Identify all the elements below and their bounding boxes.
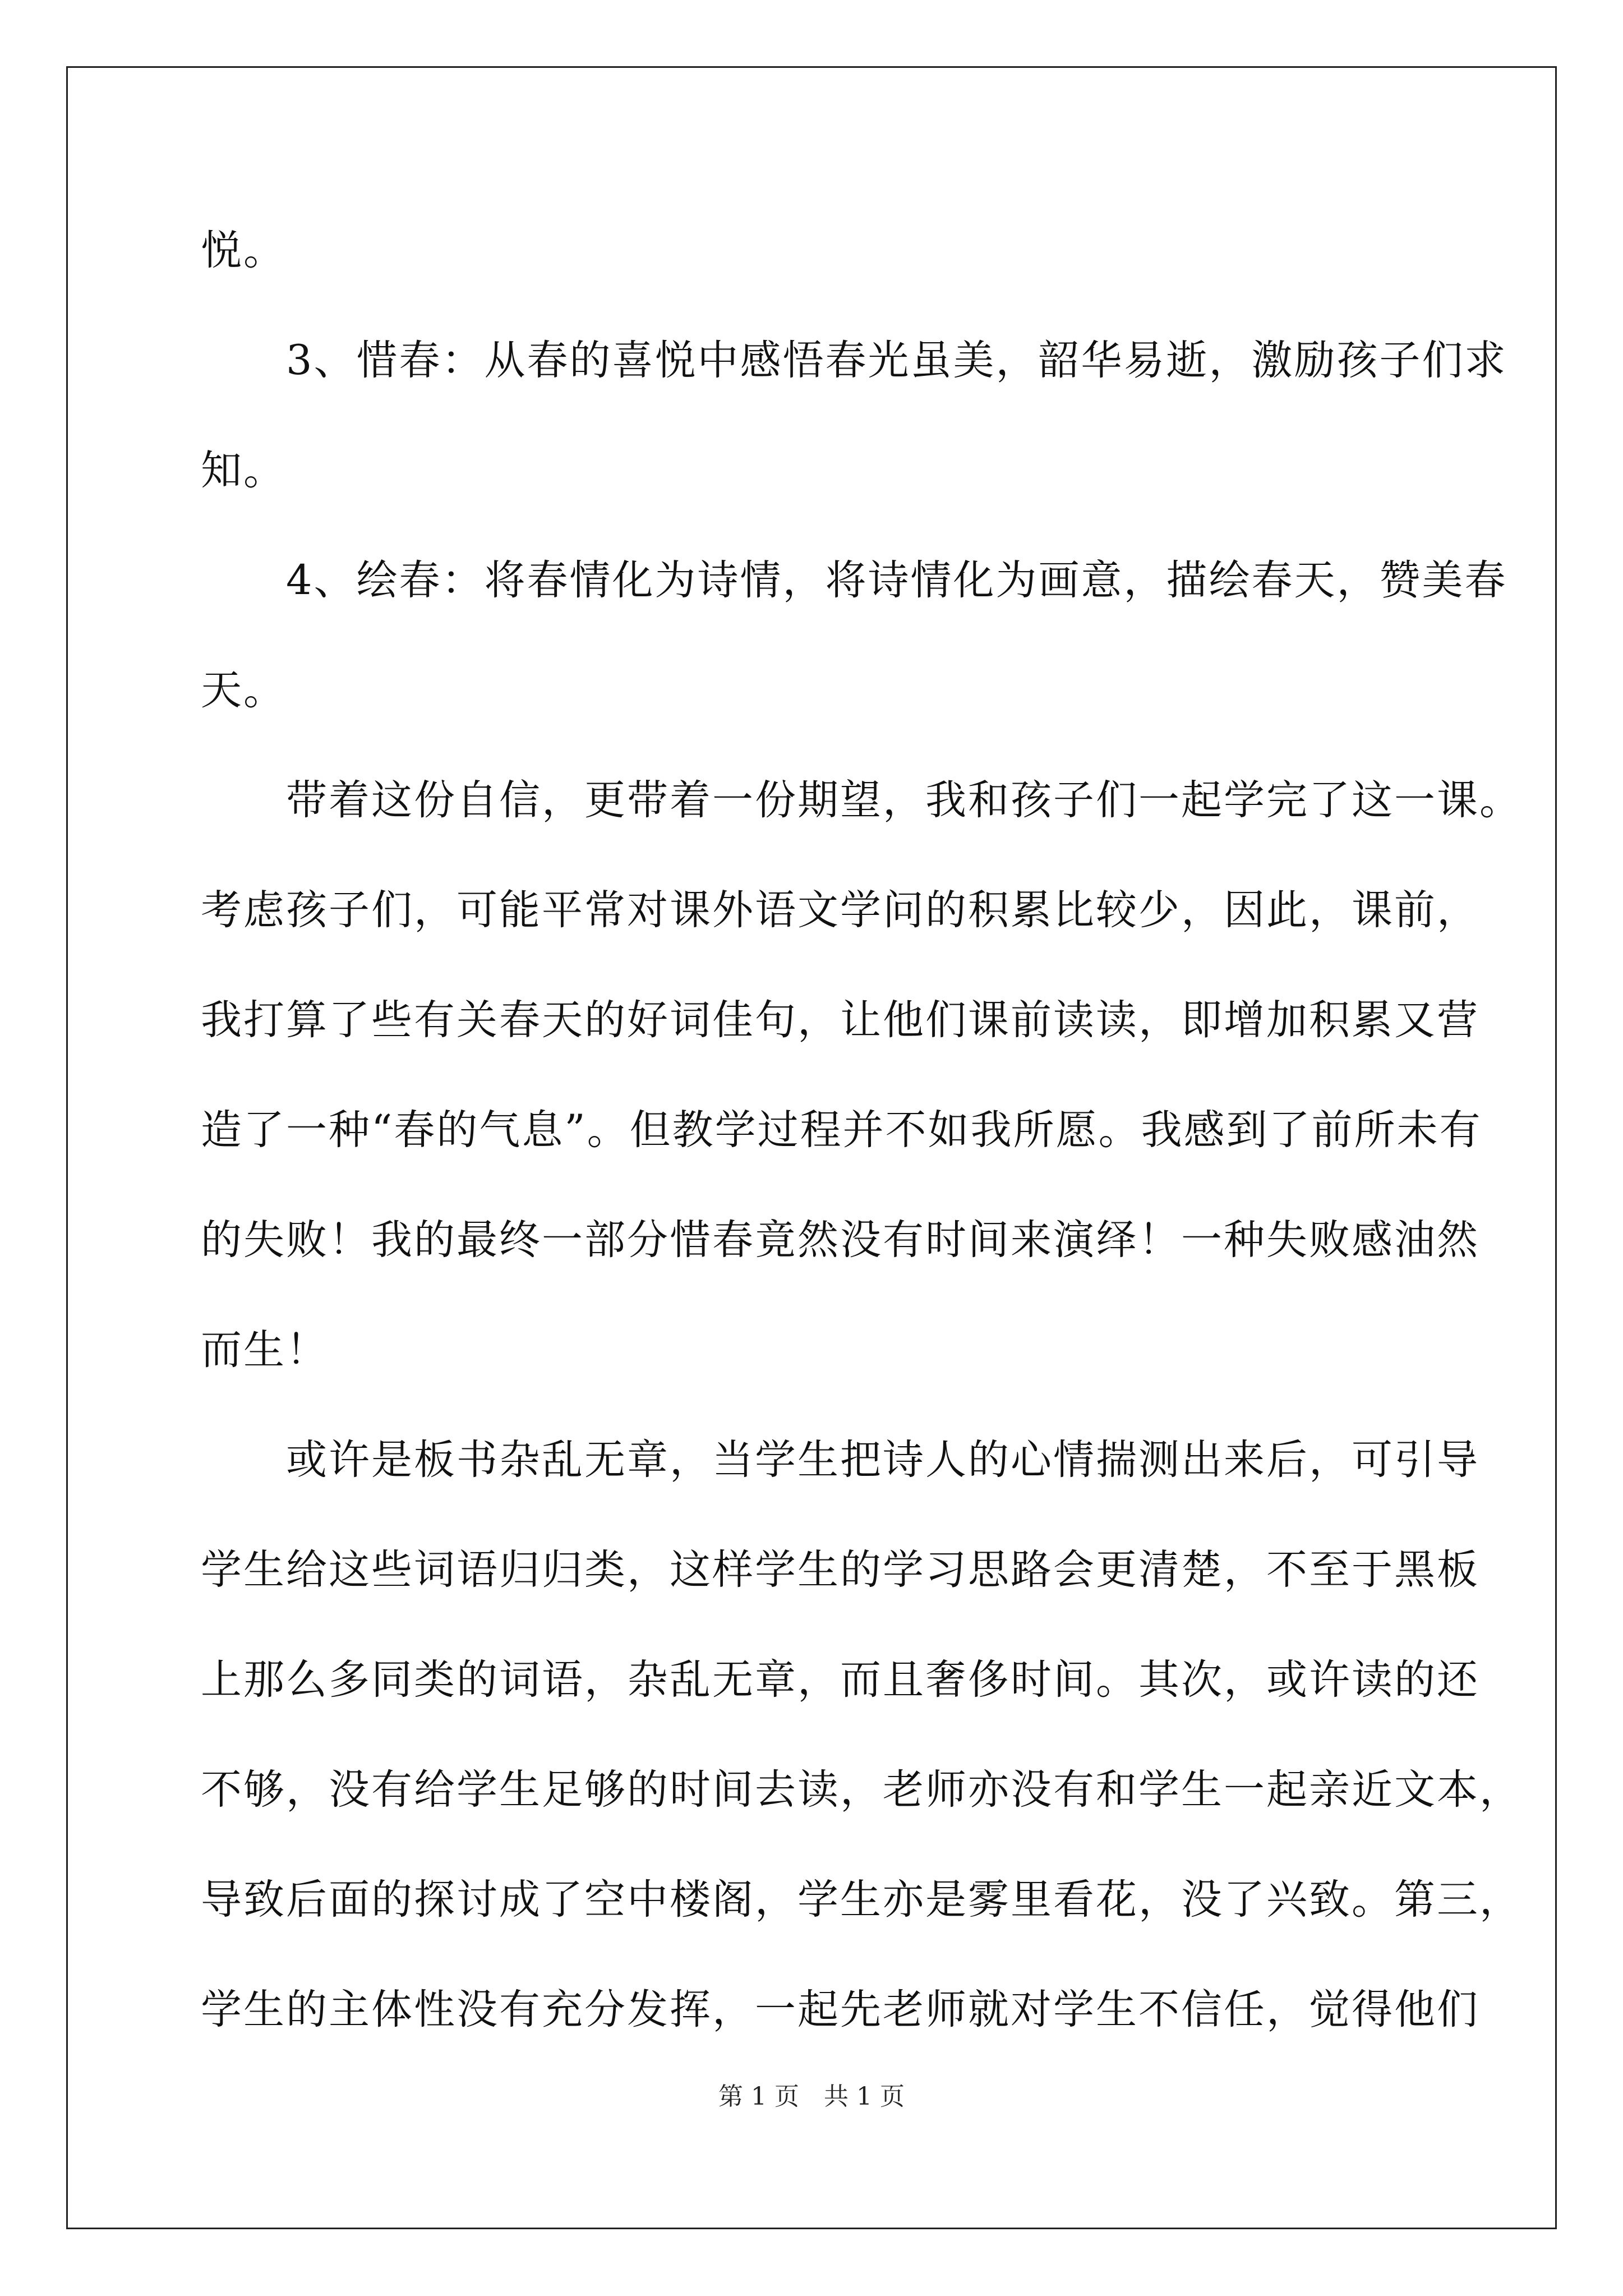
text-line: 带着这份自信，更带着一份期望，我和孩子们一起学完了这一课。	[201, 776, 1522, 824]
text-line: 学生给这些词语归归类，这样学生的学习思路会更清楚，不至于黑板	[201, 1546, 1479, 1594]
text-line: 3、惜春：从春的喜悦中感悟春光虽美，韶华易逝，激励孩子们求	[201, 337, 1507, 384]
text-line: 而生！	[201, 1326, 329, 1374]
text-line: 悦。	[201, 227, 286, 274]
text-line: 4、绘春：将春情化为诗情，将诗情化为画意，描绘春天，赞美春	[201, 556, 1507, 604]
text-line: 学生的主体性没有充分发挥，一起先老师就对学生不信任，觉得他们	[201, 1986, 1479, 2033]
text-line: 导致后面的探讨成了空中楼阁，学生亦是雾里看花，没了兴致。第三，	[201, 1876, 1522, 1924]
text-line: 我打算了些有关春天的好词佳句，让他们课前读读，即增加积累又营	[201, 996, 1479, 1044]
text-line: 的失败！我的最终一部分惜春竟然没有时间来演绎！一种失败感油然	[201, 1216, 1479, 1264]
page-footer: 第 1 页 共 1 页	[718, 2082, 905, 2111]
text-line: 造了一种“春的气息”。但教学过程并不如我所愿。我感到了前所未有	[201, 1106, 1482, 1154]
text-line: 知。	[201, 447, 286, 494]
text-line: 或许是板书杂乱无章，当学生把诗人的心情揣测出来后，可引导	[201, 1436, 1479, 1484]
text-line: 天。	[201, 666, 286, 714]
text-line: 考虑孩子们，可能平常对课外语文学问的积累比较少，因此，课前，	[201, 886, 1479, 934]
text-line: 不够，没有给学生足够的时间去读，老师亦没有和学生一起亲近文本，	[201, 1766, 1522, 1814]
text-line: 上那么多同类的词语，杂乱无章，而且奢侈时间。其次，或许读的还	[201, 1656, 1479, 1704]
